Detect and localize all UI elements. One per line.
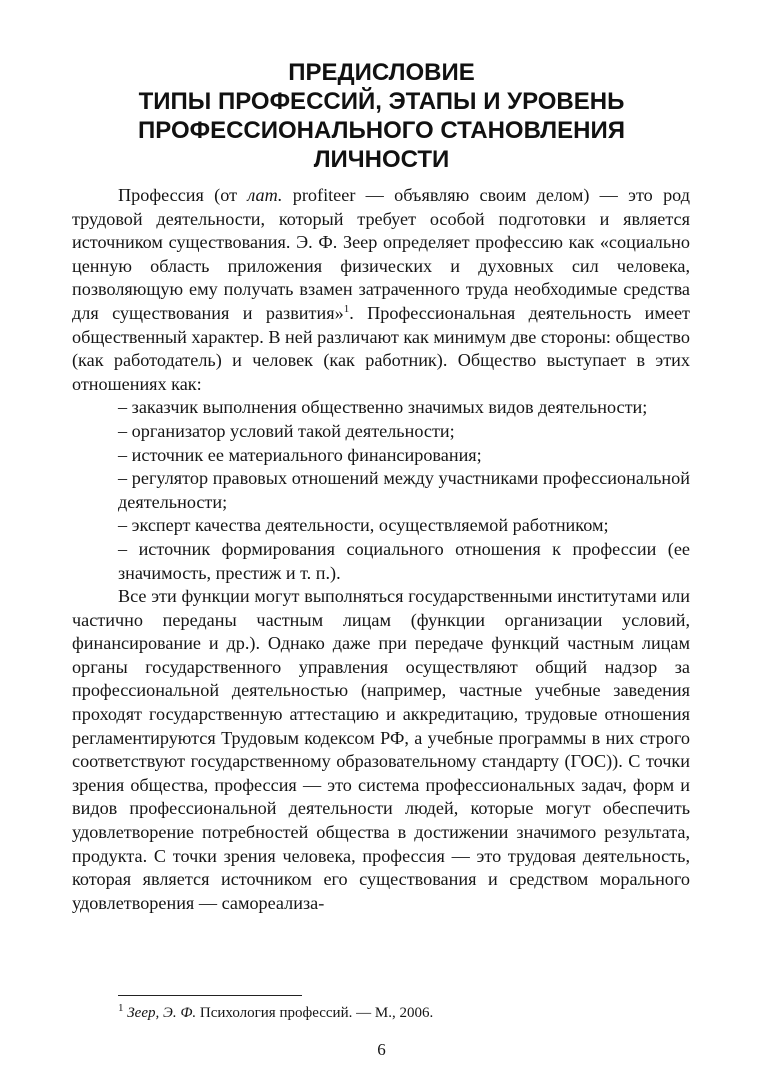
footnote-number: 1 <box>118 1002 124 1014</box>
footnote-reference[interactable]: 1 <box>343 302 350 315</box>
list-item: – регулятор правовых отношений между участниками профессиональной деятельности; <box>118 468 690 512</box>
para1-lat: лат. <box>247 185 283 205</box>
title-line-3: ПРОФЕССИОНАЛЬНОГО СТАНОВЛЕНИЯ <box>138 117 625 144</box>
footnote-divider <box>118 995 302 996</box>
list-item: – организатор условий такой деятельности; <box>118 420 455 441</box>
paragraph-1 <box>72 184 690 396</box>
paragraph-2: Все эти функции могут выполняться государственными институтами или частично переданы частным лицам (функции организации условий, финансирование и др.). Однако даже при передаче функций частным лицам органы государственного управления осуществляют общий надзор за профессиональной деятельностью (например, частные учебные заведения проходят государственную аттестацию и аккредитацию, трудовые отношения регламентируются Трудовым кодексом РФ, а учебные программы в них строго соответствуют государственному образовательному стандарту (ГОС)). С точки зрения общества, профессия — это система профессиональных задач, форм и видов профессиональной деятельности людей, которые могут обеспечить удовлетворение потребностей общества в достижении значимого результата, продукта. С точки зрения человека, профессия — это трудовая деятельность, которая является источником его существования и средством морального удовлетворения — самореализа- <box>72 586 690 913</box>
footnote <box>118 1004 433 1022</box>
title-line-4: ЛИЧНОСТИ <box>313 146 450 173</box>
function-list <box>72 396 690 585</box>
para1-after-ref: . Профессиональная деятельность имеет общественный характер. В ней различают как минимум две стороны: общество (как работодатель) и человек (как работник). Общество выступает в этих отношениях как: <box>72 302 691 394</box>
page-number: 6 <box>377 1040 386 1059</box>
title-line-2: ТИПЫ ПРОФЕССИЙ, ЭТАПЫ И УРОВЕНЬ <box>138 88 625 115</box>
footnote-text: Психология профессий. — М., 2006. <box>196 1005 434 1021</box>
title-line-1: ПРЕДИСЛОВИЕ <box>288 59 475 86</box>
para1-after-lat: profiteer — объявляю своим делом) — это род трудовой деятельности, который требует особой подготовки и является источником существования. Э. Ф. Зеер определяет профессию как «социально ценную область приложения физических и духовных сил человека, позволяющую ему получать взамен затраченного труда необходимые средства для существования и развития» <box>72 185 690 323</box>
list-item: – заказчик выполнения общественно значимых видов деятельности; <box>118 397 648 418</box>
list-item: – эксперт качества деятельности, осуществляемой работником; <box>118 515 609 536</box>
body-text <box>72 184 690 915</box>
chapter-title <box>60 58 703 174</box>
list-item: – источник ее материального финансирования; <box>118 444 482 465</box>
list-item: – источник формирования социального отношения к профессии (ее значимость, престиж и т. п.). <box>118 538 690 583</box>
para1-before-lat: Профессия (от <box>118 185 248 205</box>
footnote-author: Зеер, Э. Ф. <box>127 1005 197 1021</box>
